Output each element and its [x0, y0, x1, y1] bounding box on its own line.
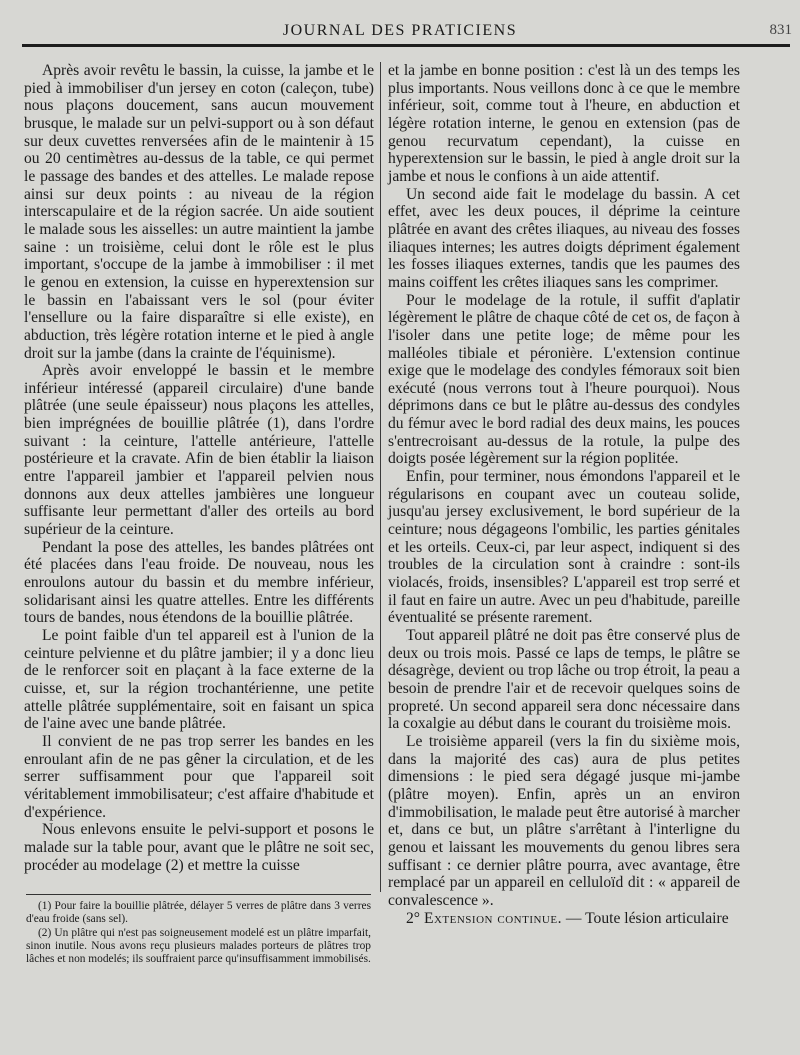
paragraph: Le point faible d'un tel appareil est à l'union de la ceinture pelvienne et du plâtre jambier; il y a donc lieu de le renforcer soit en plaçant à la face externe de la cuisse, et, sur la région trochantérienne, une petite attelle plâtrée supplémentaire, soit en faisant un spica de l'aine avec une bande plâtrée.	[24, 627, 374, 733]
paragraph: Pour le modelage de la rotule, il suffit d'aplatir légèrement le plâtre de chaque côté de cet os, de façon à l'isoler dans une petite loge; de même pour les malléoles tibiale et péronière. L'extension continue exige que le modelage des condyles fémoraux soit bien exécuté (nous verrons tout à l'heure pourquoi). Nous déprimons dans ce but le plâtre au-dessus des condyles du fémur avec le bord radial des deux mains, les pouces s'entrecroisant au-dessus de la rotule, la pulpe des doigts posée légèrement sur la région poplitée.	[388, 291, 740, 468]
footnotes	[26, 900, 371, 967]
paragraph: Pendant la pose des attelles, les bandes plâtrées ont été placées dans l'eau froide. De nouveau, nous les enroulons autour du bassin et du membre inférieur, solidarisant ainsi les quatre attelles. Entre les différents tours de bandes, nous étendons de la bouillie plâtrée.	[24, 538, 374, 627]
page-number: 831	[769, 22, 792, 38]
paragraph: Le troisième appareil (vers la fin du sixième mois, dans la majorité des cas) aura de plus petites dimensions : le pied sera dégagé jusque mi-jambe (plâtre moyen). Enfin, après un an environ d'immobilisation, le malade peut être autorisé à marcher et, dans ce but, un plâtre s'arrêtant à l'interligne du genou et laissant les mouvements du genou libres sera suffisant : ce dernier plâtre pourra, avec avantage, être remplacé par un appareil en celluloïd dit : « appareil de convalescence ».	[388, 732, 740, 909]
section-heading-tail: — Toute lésion articulaire	[565, 909, 729, 927]
right-column	[388, 62, 740, 927]
paragraph: Enfin, pour terminer, nous émondons l'appareil et le régularisons en coupant avec un couteau solide, jusqu'au jersey exclusivement, le bord supérieur de la ceinture; nous dégageons l'ombilic, les parties génitales et les orteils. Ceux-ci, par leur aspect, indiquent si des troubles de la circulation sont à craindre : sont-ils violacés, froids, insensibles? L'appareil est trop serré et il faut en faire un autre. Avec un peu d'habitude, pareille éventualité se présente rarement.	[388, 468, 740, 627]
paragraph: Un second aide fait le modelage du bassin. A cet effet, avec les deux pouces, il déprime la ceinture plâtrée en avant des crêtes iliaques, au niveau des fosses iliaques internes; les autres doigts dépriment également les fosses iliaques externes, tandis que les paumes des mains coiffent les crêtes iliaques sans les comprimer.	[388, 185, 740, 291]
page-header	[0, 18, 800, 46]
paragraph: Après avoir enveloppé le bassin et le membre inférieur intéressé (appareil circulaire) d'une bande plâtrée (une seule épaisseur) nous plaçons les attelles, bien imprégnées de bouillie plâtrée (1), dans l'ordre suivant : la ceinture, l'attelle antérieure, l'attelle postérieure et la cravate. Afin de bien établir la liaison entre l'appareil jambier et l'appareil pelvien nous donnons aux deux attelles jambières une longueur suffisante leur permettant d'aller des orteils au bord supérieur de la ceinture.	[24, 362, 374, 539]
paragraph: Tout appareil plâtré ne doit pas être conservé plus de deux ou trois mois. Passé ce laps de temps, le plâtre se désagrège, devient ou trop lâche ou trop étroit, la peau a besoin de prendre l'air et de recevoir quelques soins de propreté. Un second appareil sera donc nécessaire dans la coxalgie au début dans le courant du troisième mois.	[388, 627, 740, 733]
paragraph: Après avoir revêtu le bassin, la cuisse, la jambe et le pied à immobiliser d'un jersey en coton (caleçon, tube) nous plaçons doucement, sans aucun mouvement brusque, le malade sur un pelvi-support ou à son défaut sur deux cuvettes renversées afin de le maintenir à 15 ou 20 centimètres au-dessus de la table, ce qui permet le passage des bandes et des attelles. Le malade repose ainsi sur deux points : au niveau de la région interscapulaire et de la région sacrée. Un aide soutient le malade sous les aisselles: un autre maintient la jambe saine : un troisième, celui dont le rôle est le plus important, s'occupe de la jambe à immobiliser : il met le genou en extension, la cuisse en hyperextension sur le bassin en l'abaissant vers le sol (pour éviter l'ensellure ou la faire disparaître si elle existe), en abduction, très légère rotation interne et le pied à angle droit sur la jambe (dans la crainte de l'équinisme).	[24, 62, 374, 362]
column-divider	[380, 62, 381, 892]
paragraph: et la jambe en bonne position : c'est là un des temps les plus importants. Nous veillons donc à ce que le membre inférieur, soit, comme tout à l'heure, en abduction et légère rotation interne, le genou en extension (pas de genou recurvatum cependant), la cuisse en hyperextension sur le bassin, le pied à angle droit sur la jambe et nous le confions à un aide attentif.	[388, 62, 740, 185]
footnote: (2) Un plâtre qui n'est pas soigneusement modelé est un plâtre imparfait, sinon inutile. Nous avons reçu plusieurs malades porteurs de plâtres trop lâches et non modelés; ils souffraient parce qu'insuffisamment immobilisés.	[26, 926, 371, 965]
section-number: 2°	[406, 909, 421, 927]
paragraph: Nous enlevons ensuite le pelvi-support et posons le malade sur la table pour, avant que le plâtre ne soit sec, procéder au modelage (2) et mettre la cuisse	[24, 821, 374, 874]
footnote: (1) Pour faire la bouillie plâtrée, délayer 5 verres de plâtre dans 3 verres d'eau froide (sans sel).	[26, 900, 371, 925]
section-heading: Extension continue.	[423, 909, 562, 927]
paragraph: Il convient de ne pas trop serrer les bandes en les enroulant afin de ne pas gêner la circulation, et de les serrer suffisamment pour que l'appareil soit véritablement immobilisateur; c'est affaire d'habitude et d'expérience.	[24, 732, 374, 821]
section-heading-line	[388, 910, 740, 928]
footnote-rule	[26, 894, 371, 895]
journal-title: JOURNAL DES PRATICIENS	[282, 22, 518, 39]
header-rule	[22, 44, 790, 47]
left-column	[24, 62, 374, 874]
